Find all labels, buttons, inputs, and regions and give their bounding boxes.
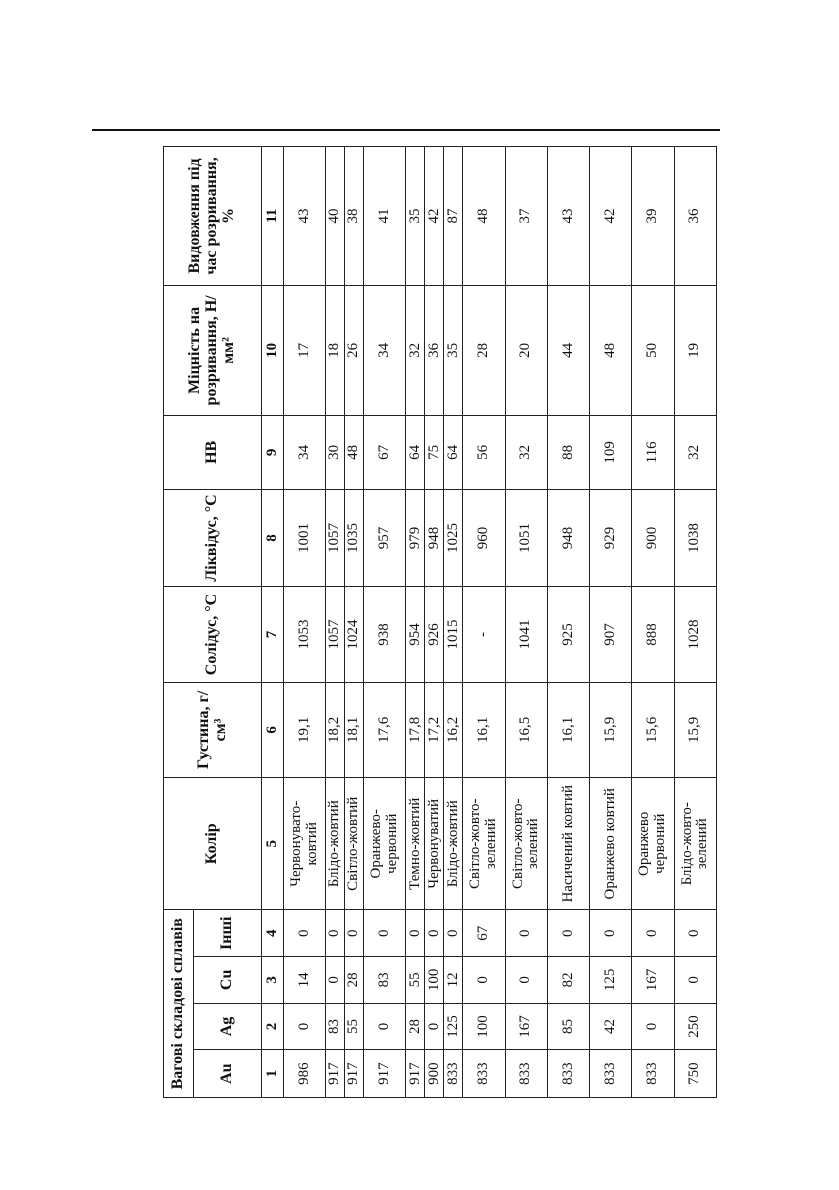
cell-cu: 100 (425, 957, 444, 1004)
cell-liquidus: 1025 (444, 489, 463, 587)
cell-au: 833 (590, 1050, 632, 1098)
cell-au: 833 (444, 1050, 463, 1098)
cell-au: 917 (364, 1050, 406, 1098)
cell-strength: 32 (406, 285, 425, 415)
cell-au: 833 (463, 1050, 505, 1098)
table-row (345, 147, 364, 1098)
cell-color: Темно-жовтий (406, 778, 425, 910)
table-row (463, 147, 505, 1098)
cell-au: 917 (326, 1050, 345, 1098)
cell-density: 17,8 (406, 682, 425, 777)
cell-other: 0 (444, 910, 463, 957)
cell-ag: 85 (547, 1003, 589, 1050)
cell-density: 15,9 (674, 682, 716, 777)
cell-solidus: 1041 (505, 587, 547, 682)
header-strength: Міцність на розривання, Н/мм² (164, 285, 262, 415)
column-number: 5 (262, 778, 284, 910)
column-number: 3 (262, 957, 284, 1004)
header-ag: Ag (194, 1003, 262, 1050)
cell-color: Блідо-жовтий (326, 778, 345, 910)
cell-density: 17,2 (425, 682, 444, 777)
table-row (284, 147, 326, 1098)
header-color: Колір (164, 778, 262, 910)
header-au: Au (194, 1050, 262, 1098)
table-row (547, 147, 589, 1098)
cell-cu: 12 (444, 957, 463, 1004)
header-solidus: Солідус, °C (164, 587, 262, 682)
header-elongation: Видовження під час розривання, % (164, 147, 262, 286)
cell-solidus: - (463, 587, 505, 682)
page-top-rule (92, 129, 720, 131)
cell-strength: 36 (425, 285, 444, 415)
cell-liquidus: 979 (406, 489, 425, 587)
table-row (632, 147, 674, 1098)
rotated-table (163, 146, 717, 1098)
cell-liquidus: 948 (425, 489, 444, 587)
column-number: 8 (262, 489, 284, 587)
cell-ag: 0 (425, 1003, 444, 1050)
cell-strength: 19 (674, 285, 716, 415)
cell-solidus: 1028 (674, 587, 716, 682)
header-hb: HB (164, 415, 262, 489)
cell-solidus: 954 (406, 587, 425, 682)
cell-ag: 0 (364, 1003, 406, 1050)
cell-ag: 83 (326, 1003, 345, 1050)
cell-au: 833 (505, 1050, 547, 1098)
cell-color: Оранжево ковтий (590, 778, 632, 910)
cell-other: 0 (505, 910, 547, 957)
cell-ag: 250 (674, 1003, 716, 1050)
cell-liquidus: 1057 (326, 489, 345, 587)
table-row (444, 147, 463, 1098)
cell-hb: 67 (364, 415, 406, 489)
cell-density: 16,2 (444, 682, 463, 777)
cell-other: 67 (463, 910, 505, 957)
cell-cu: 0 (505, 957, 547, 1004)
cell-liquidus: 948 (547, 489, 589, 587)
cell-liquidus: 900 (632, 489, 674, 587)
cell-hb: 56 (463, 415, 505, 489)
cell-ag: 100 (463, 1003, 505, 1050)
cell-liquidus: 957 (364, 489, 406, 587)
group-title: Вагові складові сплавів (164, 910, 194, 1098)
cell-ag: 167 (505, 1003, 547, 1050)
column-number: 7 (262, 587, 284, 682)
cell-elongation: 42 (425, 147, 444, 286)
cell-elongation: 37 (505, 147, 547, 286)
cell-cu: 55 (406, 957, 425, 1004)
cell-strength: 50 (632, 285, 674, 415)
cell-other: 0 (406, 910, 425, 957)
cell-density: 18,2 (326, 682, 345, 777)
cell-ag: 0 (284, 1003, 326, 1050)
cell-ag: 28 (406, 1003, 425, 1050)
column-number: 6 (262, 682, 284, 777)
cell-elongation: 42 (590, 147, 632, 286)
cell-color: Червонуватий (425, 778, 444, 910)
cell-density: 16,5 (505, 682, 547, 777)
cell-ag: 42 (590, 1003, 632, 1050)
cell-strength: 48 (590, 285, 632, 415)
cell-elongation: 35 (406, 147, 425, 286)
cell-other: 0 (547, 910, 589, 957)
cell-color: Оранжево-червоний (364, 778, 406, 910)
cell-solidus: 1024 (345, 587, 364, 682)
cell-cu: 0 (326, 957, 345, 1004)
cell-ag: 125 (444, 1003, 463, 1050)
cell-elongation: 38 (345, 147, 364, 286)
column-number-row (262, 147, 284, 1098)
cell-hb: 64 (444, 415, 463, 489)
cell-other: 0 (345, 910, 364, 957)
cell-elongation: 43 (284, 147, 326, 286)
cell-other: 0 (364, 910, 406, 957)
cell-hb: 48 (345, 415, 364, 489)
cell-au: 833 (632, 1050, 674, 1098)
cell-elongation: 87 (444, 147, 463, 286)
cell-elongation: 36 (674, 147, 716, 286)
table-row (326, 147, 345, 1098)
cell-au: 917 (406, 1050, 425, 1098)
cell-ag: 0 (632, 1003, 674, 1050)
cell-color: Червонувато-ковтий (284, 778, 326, 910)
cell-other: 0 (632, 910, 674, 957)
cell-strength: 44 (547, 285, 589, 415)
cell-hb: 75 (425, 415, 444, 489)
cell-au: 900 (425, 1050, 444, 1098)
cell-cu: 28 (345, 957, 364, 1004)
cell-elongation: 43 (547, 147, 589, 286)
table-row (406, 147, 425, 1098)
table-row (505, 147, 547, 1098)
column-number: 10 (262, 285, 284, 415)
cell-solidus: 938 (364, 587, 406, 682)
table-row (590, 147, 632, 1098)
cell-elongation: 41 (364, 147, 406, 286)
cell-cu: 0 (463, 957, 505, 1004)
cell-strength: 34 (364, 285, 406, 415)
cell-density: 15,9 (590, 682, 632, 777)
cell-hb: 32 (674, 415, 716, 489)
cell-solidus: 888 (632, 587, 674, 682)
cell-liquidus: 1001 (284, 489, 326, 587)
cell-color: Блідо-жовтий (444, 778, 463, 910)
table-body (284, 147, 717, 1098)
cell-solidus: 1015 (444, 587, 463, 682)
cell-hb: 116 (632, 415, 674, 489)
cell-hb: 34 (284, 415, 326, 489)
cell-color: Світло-жовто-зелений (505, 778, 547, 910)
alloys-table (163, 146, 717, 1098)
cell-solidus: 907 (590, 587, 632, 682)
cell-color: Світло-жовто-зелений (463, 778, 505, 910)
cell-solidus: 1053 (284, 587, 326, 682)
cell-liquidus: 1051 (505, 489, 547, 587)
column-number: 11 (262, 147, 284, 286)
cell-solidus: 926 (425, 587, 444, 682)
header-cu: Cu (194, 957, 262, 1004)
column-number: 9 (262, 415, 284, 489)
table-row (364, 147, 406, 1098)
cell-hb: 32 (505, 415, 547, 489)
cell-cu: 14 (284, 957, 326, 1004)
cell-color: Світло-жовтий (345, 778, 364, 910)
cell-cu: 125 (590, 957, 632, 1004)
cell-density: 16,1 (547, 682, 589, 777)
cell-other: 0 (326, 910, 345, 957)
cell-density: 19,1 (284, 682, 326, 777)
cell-other: 0 (425, 910, 444, 957)
cell-other: 0 (590, 910, 632, 957)
cell-other: 0 (284, 910, 326, 957)
cell-color: Блідо-жовто-зелений (674, 778, 716, 910)
column-number: 1 (262, 1050, 284, 1098)
cell-color: Насичений ковтий (547, 778, 589, 910)
cell-au: 750 (674, 1050, 716, 1098)
cell-cu: 83 (364, 957, 406, 1004)
header-density: Густина, г/см³ (164, 682, 262, 777)
header-liquidus: Ліквідус, °C (164, 489, 262, 587)
cell-hb: 30 (326, 415, 345, 489)
cell-cu: 0 (674, 957, 716, 1004)
cell-au: 917 (345, 1050, 364, 1098)
cell-elongation: 40 (326, 147, 345, 286)
cell-au: 986 (284, 1050, 326, 1098)
header-other: Інші (194, 910, 262, 957)
cell-hb: 109 (590, 415, 632, 489)
cell-liquidus: 929 (590, 489, 632, 587)
cell-ag: 55 (345, 1003, 364, 1050)
cell-elongation: 39 (632, 147, 674, 286)
cell-cu: 82 (547, 957, 589, 1004)
cell-au: 833 (547, 1050, 589, 1098)
rotated-table-container (163, 146, 717, 1098)
cell-strength: 20 (505, 285, 547, 415)
table-row (425, 147, 444, 1098)
cell-strength: 18 (326, 285, 345, 415)
table-row (674, 147, 716, 1098)
column-number: 4 (262, 910, 284, 957)
cell-strength: 28 (463, 285, 505, 415)
cell-density: 17,6 (364, 682, 406, 777)
column-number: 2 (262, 1003, 284, 1050)
cell-hb: 88 (547, 415, 589, 489)
cell-strength: 35 (444, 285, 463, 415)
cell-liquidus: 960 (463, 489, 505, 587)
cell-density: 18,1 (345, 682, 364, 777)
cell-elongation: 48 (463, 147, 505, 286)
cell-strength: 17 (284, 285, 326, 415)
cell-density: 16,1 (463, 682, 505, 777)
cell-hb: 64 (406, 415, 425, 489)
cell-other: 0 (674, 910, 716, 957)
cell-liquidus: 1038 (674, 489, 716, 587)
cell-density: 15,6 (632, 682, 674, 777)
cell-solidus: 1057 (326, 587, 345, 682)
cell-strength: 26 (345, 285, 364, 415)
cell-color: Оранжево червоний (632, 778, 674, 910)
table-head (164, 147, 284, 1098)
cell-cu: 167 (632, 957, 674, 1004)
cell-solidus: 925 (547, 587, 589, 682)
cell-liquidus: 1035 (345, 489, 364, 587)
